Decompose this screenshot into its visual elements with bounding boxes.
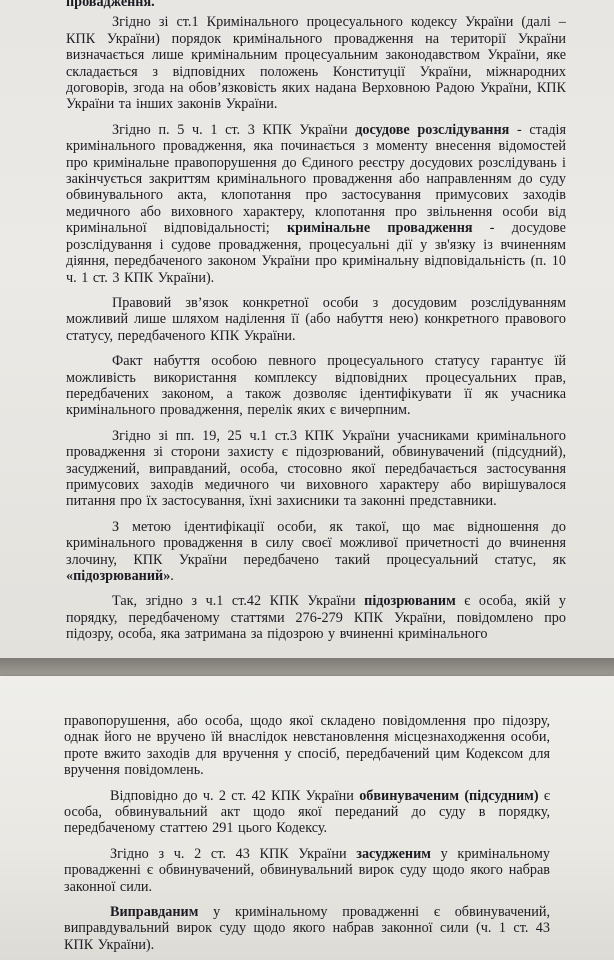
paragraph-pretrial-investigation: Згідно п. 5 ч. 1 ст. 3 КПК України досудове розслідування - стадія кримінального провадження, яка починається з моменту внесення відомостей про кримінальне правопорушення до Єдиного реєстру досудових розслідувань і закінчується закриттям кримінального провадження або направленням до суду обвинувального акта, клопотання про застосування примусових заходів медичного або виховного характеру, клопотання про звільнення особи від кримінальної відповідальності; кримінальне провадження - досудове розслідування і судове провадження, процесуальні дії у зв'язку із вчиненням діяння, передбаченого законом України про кримінальну відповідальність (п. 10 ч. 1 ст. 3 КПК України). <box>66 121 567 286</box>
paragraph-identification: З метою ідентифікації особи, як такої, що має відношення до кримінального провадження в силу своєї можливої причетності до вчинення злочину, КПК України передбачено такий процесуальний статус, як «підозрюваний». <box>66 518 566 584</box>
paragraph-defense-participants: Згідно зі пп. 19, 25 ч.1 ст.3 КПК України учасниками кримінального провадження зі сторони захисту є підозрюваний, обвинувачений (підсудний), засуджений, виправданий, особа, стосовно якої передбачається застосування примусових заходів медичного чи виховного характеру або вирішувалося питання про їх застосування, їхні захисники та законні представники. <box>66 427 566 510</box>
paragraph-article-1: Згідно зі ст.1 Кримінального процесуального кодексу України (далі – КПК України) порядок кримінального провадження на території України визначається лише кримінальним процесуальним законодавством України, яке складається з відповідних положень Конституції України, міжнародних договорів, згода на обов’язковість яких надана Верховною Радою України, КПК України та інших законів України. <box>66 14 566 113</box>
paragraph-accused-definition: Відповідно до ч. 2 ст. 42 КПК України обвинуваченим (підсудним) є особа, обвинувальний акт щодо якої переданий до суду в порядку, передбаченому статтею 291 цього Кодексу. <box>64 787 550 837</box>
paragraph-convicted-definition: Згідно з ч. 2 ст. 43 КПК України засудженим у кримінальному провадженні є обвинувачений, обвинувальний вирок суду щодо якого набрав законної сили. <box>64 845 550 895</box>
document-page-2 <box>0 676 614 960</box>
paragraph-procedural-status: Факт набуття особою певного процесуального статусу гарантує їй можливість використання комплексу відповідних процесуальних прав, передбачених законом, а також дозволяє ідентифікувати її як учасника кримінального провадження, перелік яких є вичерпним. <box>66 353 566 419</box>
paragraph-acquitted-definition: Виправданим у кримінальному провадженні є обвинувачений, виправдувальний вирок суду щодо якого набрав законної сили (ч. 1 ст. 43 КПК України). <box>64 904 550 953</box>
paragraph-legal-connection: Правовий зв’язок конкретної особи з досудовим розслідуванням можливий лише шляхом наділення її (або набуття нею) конкретного правового статусу, передбаченого КПК України. <box>66 294 566 344</box>
paragraph-suspect-continued: правопорушення, або особа, щодо якої складено повідомлення про підозру, однак його не вручено їй внаслідок невстановлення місцезнаходження особи, проте вжито заходів для вручення у спосіб, передбачений цим Кодексом для вручення повідомлень. <box>64 713 550 779</box>
page-separator <box>0 658 614 676</box>
page1-header-fragment: провадження. <box>66 0 155 10</box>
paragraph-suspect-definition: Так, згідно з ч.1 ст.42 КПК України підозрюваним є особа, якій у порядку, передбаченому статтями 276-279 КПК України, повідомлено про підозру, особа, яка затримана за підозрою у вчиненні кримінального <box>66 593 566 643</box>
